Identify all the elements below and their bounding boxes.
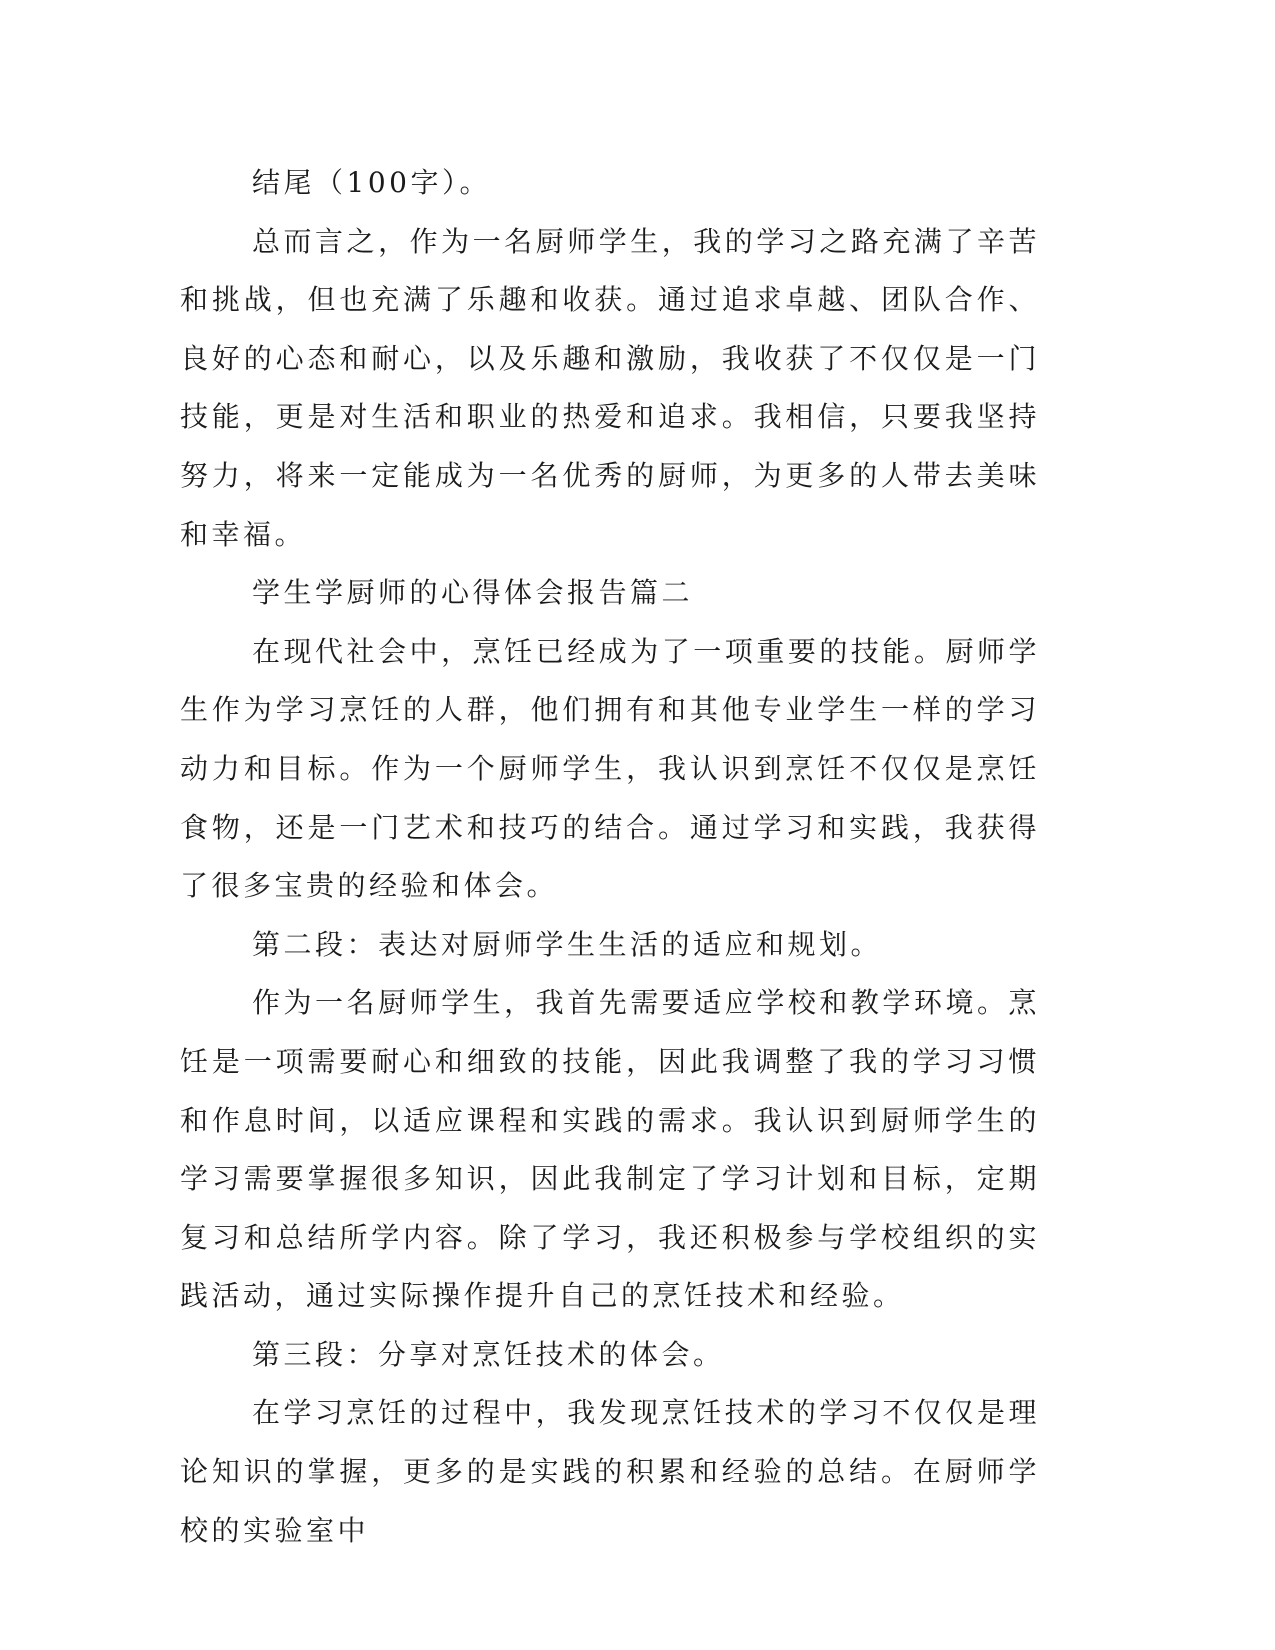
paragraph-ending-heading: 结尾（100字）。 <box>252 166 491 199</box>
section-title-part-two: 学生学厨师的心得体会报告篇二 <box>252 576 694 610</box>
paragraph-cooking-skills: 在学习烹饪的过程中，我发现烹饪技术的学习不仅仅是理论知识的掌握，更多的是实践的积累和经验的总结。在厨师学校的实验室中 <box>180 1396 1040 1547</box>
heading-second-section: 第二段：表达对厨师学生生活的适应和规划。 <box>252 927 883 961</box>
paragraph-adaptation: 作为一名厨师学生，我首先需要适应学校和教学环境。烹饪是一项需要耐心和细致的技能，因此我调整了我的学习习惯和作息时间，以适应课程和实践的需求。我认识到厨师学生的学习需要掌握很多知识，因此我制定了学习计划和目标，定期复习和总结所学内容。除了学习，我还积极参与学校组织的实践活动，通过实际操作提升自己的烹饪技术和经验。 <box>180 986 1040 1313</box>
paragraph-conclusion: 总而言之，作为一名厨师学生，我的学习之路充满了辛苦和挑战，但也充满了乐趣和收获。通过追求卓越、团队合作、良好的心态和耐心，以及乐趣和激励，我收获了不仅仅是一门技能，更是对生活和职业的热爱和追求。我相信，只要我坚持努力，将来一定能成为一名优秀的厨师，为更多的人带去美味和幸福。 <box>180 224 1040 551</box>
heading-third-section: 第三段：分享对烹饪技术的体会。 <box>252 1337 725 1371</box>
document-body <box>180 154 1040 1560</box>
paragraph-intro: 在现代社会中，烹饪已经成为了一项重要的技能。厨师学生作为学习烹饪的人群，他们拥有和其他专业学生一样的学习动力和目标。作为一个厨师学生，我认识到烹饪不仅仅是烹饪食物，还是一门艺术和技巧的结合。通过学习和实践，我获得了很多宝贵的经验和体会。 <box>180 634 1040 903</box>
